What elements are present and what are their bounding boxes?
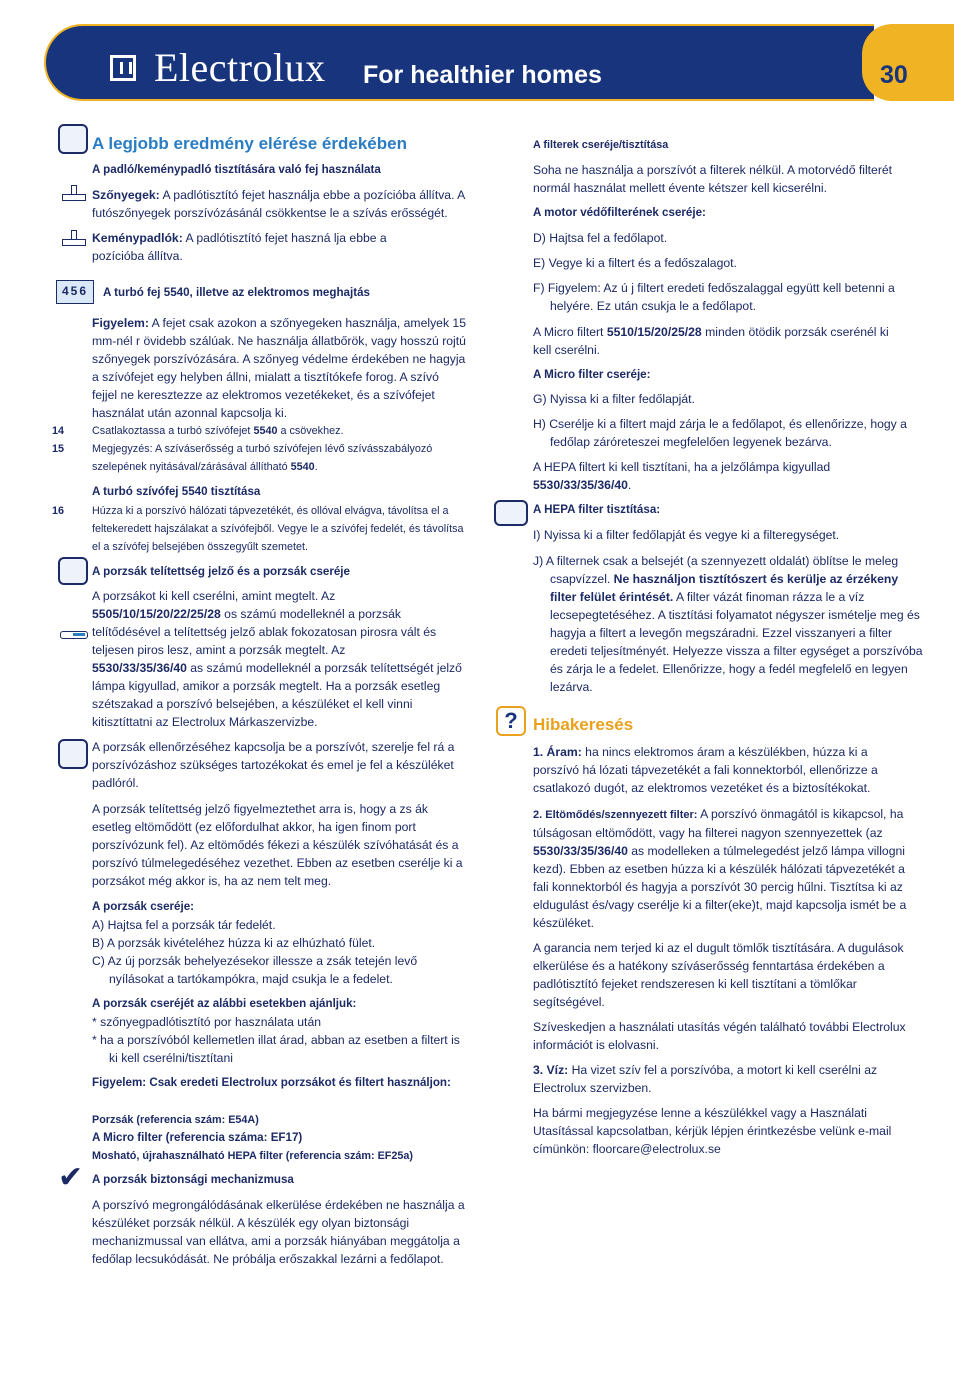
filters-paragraph: Soha ne használja a porszívót a filterek nélkül. A motorvédő filterét normál használat mellett évente kétszer kell kicserélni. [533,163,893,195]
brand-name: Electrolux [154,45,326,90]
safety-subheading: A porzsák biztonsági mechanizmusa [92,1173,294,1186]
note-14-text-c: a csövekhez. [277,425,344,437]
micro-models: 5510/15/20/25/28 [606,325,702,339]
replace-step-b: B) A porzsák kivételéhez húzza ki az elhúzható fület. [92,936,376,950]
filters-subheading: A filterek cseréje/tisztítása [533,139,669,151]
trouble-clog [533,805,907,932]
info-paragraph: Szíveskedjen a használati utasítás végén található további Electrolux információt is elolvasni. [533,1020,906,1052]
power-text: ha nincs elektromos áram a készülékben, húzza ki a porszívó há lózati tápvezetékét a fali konnektorból, ellenőrizze a csatlakozó dugót, az elektromos vezetéket és a biztosítékokat. [533,745,878,795]
turbo-head-subheading: A turbó fej 5540, illetve az elektromos meghajtás [103,286,370,299]
note-15-text-c: . [314,461,318,473]
motor-filter-subheading: A motor védőfilterének cseréje: [533,206,706,219]
hepa-clean-subheading: A HEPA filter tisztítása: [533,503,661,516]
page-header [44,24,954,101]
micro-step-g: G) Nyissa ki a filter fedőlapját. [533,392,695,406]
clog-models: 5530/33/35/36/40 [533,844,628,858]
clog-text-c: as modelleken a túlmelegedést jelző lámpa villogni kezd). Ebben az esetben húzza ki a készülék hálózati tápvezetékét a fali konnektorból és hagyja a porszívót 30 percig hűlni. Tisztítsa ki az eldugulást és/vagy cserélje ki a filter(eke)t, majd kapcsolja ismét be a készüléket. [533,844,907,930]
note-15-text-a: Megjegyzés: A szíváserősség a turbó szívófejen lévő szívásszabályozó szelepének nyitásával/zárásával állítható [92,443,433,473]
original-parts-heading: Figyelem: Csak eredeti Electrolux porzsákot és filtert használjon: [92,1076,451,1089]
section-heading-best-results: A legjobb eredmény elérése érdekében [92,134,407,153]
bag-models-2: 5530/33/35/36/40 [92,661,187,675]
micro-text-c: minden ötödik porzsák cserénél ki kell cserélni. [533,325,889,357]
recommend-item-2: * ha a porszívóból kellemetlen illat árad, abban az esetben a filtert is ki kell cserélni/tisztítani [92,1033,460,1065]
warning-text: A fejet csak azokon a szőnyegeken használja, amelyek 15 mm-nél r övidebb szálúak. Ne használja állatbőrök, vagy hosszú rojtú szőnyegek porszívózására. A szőnyeg védelme érdekében ne hagyja a szívófejet egy helyben állni, mialatt a tisztítókefe forog. A szívó fejjel ne keresztezze az elektromos vezetékeket, és a szívófejet használat után azonnal kapcsolja ki. [92,316,466,420]
clog-text-a: A porszívó önmagától is kikapcsol, ha túlságosan eltömődött, vagy ha filterei nagyon szennyezettek (az [533,807,904,840]
turbo-clean-subheading: A turbó szívófej 5540 tisztítása [92,485,261,498]
hepa-text-a: A HEPA filtert ki kell tisztítani, ha a jelzőlámpa kigyullad [533,460,831,474]
electrolux-logo-icon [110,55,136,81]
note-14-model: 5540 [253,425,278,437]
safety-paragraph: A porszívó megrongálódásának elkerülése érdekében ne használja a készüléket porzsák nélkül. A készülék egy olyan biztonsági mechanizmussal van ellátva, ami a porzsák hiányában meggátolja a fedőlap lecsukódását. Ne próbálja erőszakkal lezárni a fedőlapot. [92,1198,465,1266]
hard-floor-position-icon [60,230,86,246]
check-paragraph: A porzsák ellenőrzéséhez kapcsolja be a porszívót, szerelje fel rá a porszívózáshoz szükséges tartozékokat és emel je fel a készüléket padlóról. [92,740,455,790]
hepa-filter-icon [494,500,528,526]
carpets-text: A padlótisztító fejet használja ebbe a pozícióba állítva. A futószőnyegek porszívózásánál csökkentse le a szívás erősségét. [92,188,465,220]
clog-label: 2. Eltömődés/szennyezett filter: [533,809,698,821]
note-number-14: 14 [52,425,65,437]
hard-floors-paragraph [92,229,432,265]
hepa-text-c: . [627,478,632,492]
ref-hepa-filter: Mosható, újrahasználható HEPA filter (referencia szám: EF25a) [92,1150,413,1162]
ref-micro-filter: A Micro filter (referencia száma: EF17) [92,1131,303,1144]
note-15-model: 5540 [290,461,315,473]
trouble-power [533,743,907,797]
hard-floors-text: A padlótisztító fejet haszná lja ebbe a pozícióba állítva. [92,231,387,263]
micro-filter-paragraph [533,323,907,359]
micro-filter-subheading: A Micro filter cseréje: [533,368,651,381]
vacuum-lift-icon [58,739,88,769]
note-14-text-a: Csatlakoztassa a turbó szívófejet [92,425,254,437]
carpets-paragraph [92,186,466,222]
micro-step-h: H) Cserélje ki a filtert majd zárja le a fedőlapot, és ellenőrizze, hogy a fedőlap záróreteszei megfelelően legyenek bezárva. [533,417,907,449]
page-number: 30 [880,61,908,89]
contact-paragraph: Ha bármi megjegyzése lenne a készülékkel vagy a Használati Utasítással kapcsolatban, kérjük lépjen érintkezésbe velünk e-mail címünkön: floorcare@electrolux.se [533,1106,892,1156]
floor-head-subheading: A padló/keménypadló tisztítására való fej használata [92,163,381,176]
trouble-water [533,1061,907,1097]
bag-text-3: as számú modelleknél a porzsák telítettségét jelző lámpa kigyullad, amikor a porzsák megtelt. Ha a porzsák esetleg szétszakad a porszívó belsejében, a készüléket el kell vinni kitisztíttatni az Electrolux Márkaszervizbe. [92,661,462,729]
replace-step-a: A) Hajtsa fel a porzsák tár fedelét. [92,918,276,932]
replace-step-c: C) Az új porzsák behelyezésekor illessze a zsák tetején levő nyílásokat a tartókampókra, majd csukja le a fedelet. [92,954,418,986]
motor-step-f: F) Figyelem: Az ú j filtert eredeti fedőszalaggal együtt kell betenni a helyére. Ez után csukja le a fedőlapot. [533,281,895,313]
hepa-step-i: I) Nyissa ki a filter fedőlapját és vegye ki a filteregységet. [533,528,840,542]
troubleshooting-heading: Hibakeresés [533,715,634,734]
checkmark-icon: ✔ [58,1161,84,1194]
bag-text-2: os számú modelleknél a porzsák telítődésével a telítettség jelző ablak fokozatosan pirosra vált és teljesen piros lesz, amint a porzsák megtelt. Az [92,607,437,657]
motor-step-d: D) Hajtsa fel a fedőlapot. [533,231,668,245]
note-15 [92,440,466,476]
bag-replace-subheading: A porzsák cseréje: [92,900,195,913]
guarantee-paragraph: A garancia nem terjed ki az el dugult tömlők tisztítására. A dugulások elkerülése és a hatékony szíváserősség fenntartása érdekében a padlótisztító fejeket rendszeresen ki kell tisztítani a tömlőkar segítségével. [533,941,904,1009]
bag-indicator-icon [60,631,88,639]
warning-label: Figyelem: [92,316,149,330]
bag-indicator-subheading: A porzsák telítettség jelző és a porzsák cseréje [92,565,350,578]
note-number-15: 15 [52,443,65,455]
note-number-16: 16 [52,505,65,517]
note-14 [92,422,466,440]
tagline: For healthier homes [363,61,602,89]
micro-text-a: A Micro filtert [533,325,607,339]
water-label: 3. Víz: [533,1063,569,1077]
carpets-label: Szőnyegek: [92,188,160,202]
note-16: Húzza ki a porszívó hálózati tápvezetékét, és ollóval elvágva, távolítsa el a feltekeredett hajszálakat a szívófejből. Vegye le a szívófej fedelét, és távolítsa el a szívófej belsejében összegyűlt szemetet. [92,505,464,553]
hepa-models: 5530/33/35/36/40 [533,478,628,492]
ref-dust-bag: Porzsák (referencia szám: E54A) [92,1114,259,1126]
hepa-j-text-c: A filter vázát finoman rázza le a víz lecsepegtetéséhez. A tisztítási folyamatot négyszer ismételje meg és hagyja a filtert a levegőn megszáradni. Ezzel visszanyeri a filter eredeti teljesítményét. Helyezze vissza a filter egységet a porszívóba és zárja le a fedelet. Ellenőrizze, hogy a fedél megfelelő en legyen lezárva. [550,590,923,694]
question-mark-icon: ? [496,706,526,736]
water-text: Ha vizet szív fel a porszívóba, a motort ki kell cserélni az Electrolux szervizben. [533,1063,878,1095]
turbo-warning-paragraph [92,314,466,422]
hepa-j-text-a: J) A filternek csak a belsejét (a szennyezett oldalát) öblítse le meleg csapvízzel. [533,554,899,586]
clog-warning-paragraph: A porzsák telítettség jelző figyelmeztethet arra is, hogy a zs ák esetleg eltömődött (ez előfordulhat akkor, ha igen finom port porszívózunk fel). Az eltömődés fékezi a készülék szívóhatását és a porszívó túlmelegedéséhez vezethet. Ebben az esetben cserélje ki a porzsákot még akkor is, ha az nem telt meg. [92,802,463,888]
power-label: 1. Áram: [533,745,582,759]
hepa-j-warning: Ne használjon tisztítószert és kerülje az érzékeny filter felület érintését. [550,572,899,604]
figure-badge-456: 456 [56,280,94,304]
bag-models-1: 5505/10/15/20/22/25/28 [92,607,221,621]
hepa-paragraph [533,458,907,494]
recommend-subheading: A porzsák cseréjét az alábbi esetekben ajánljuk: [92,997,357,1010]
cleaning-head-icon [58,124,88,154]
hepa-step-j [533,552,924,696]
recommend-item-1: * szőnyegpadlótisztító por használata után [92,1015,322,1029]
hard-floors-label: Keménypadlók: [92,231,183,245]
bag-paragraph [92,587,466,731]
dust-bag-icon [58,557,88,585]
bag-text-1: A porzsákot ki kell cserélni, amint megtelt. Az [92,589,336,603]
motor-step-e: E) Vegye ki a filtert és a fedőszalagot. [533,256,737,270]
carpet-position-icon [60,185,86,201]
